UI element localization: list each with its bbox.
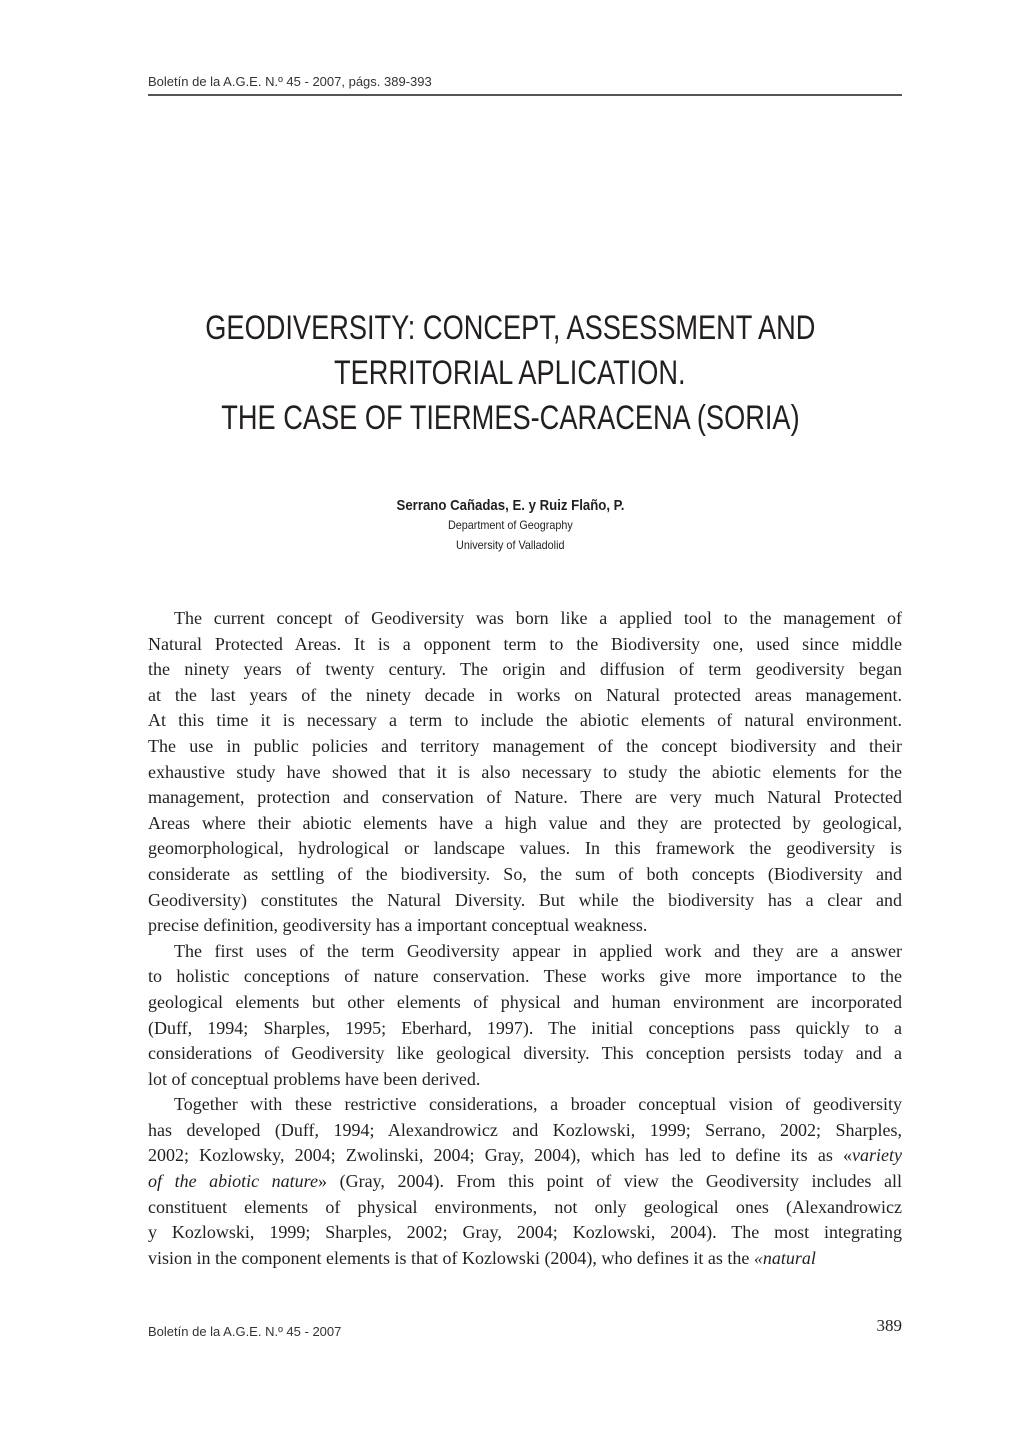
running-head: Boletín de la A.G.E. N.º 45 - 2007, págs. 389-393 xyxy=(148,74,432,89)
paragraph-line xyxy=(148,836,902,862)
article-title xyxy=(0,306,1020,441)
title-line: THE CASE OF TIERMES-CARACENA (SORIA) xyxy=(220,399,800,437)
text-run: has developed (Duff, 1994; Alexandrowicz and Kozlowski, 1999; Serrano, 2002; Sharples, xyxy=(148,1119,902,1140)
paragraph-line xyxy=(148,1246,902,1272)
text-run: y Kozlowski, 1999; Sharples, 2002; Gray, 2004; Kozlowski, 2004). The most integrating xyxy=(148,1222,902,1243)
italic-text: variety xyxy=(852,1145,902,1166)
text-run: geological elements but other elements of physical and human environment are incorporated xyxy=(148,991,902,1012)
paragraph-line xyxy=(148,785,902,811)
text-run: exhaustive study have showed that it is also necessary to study the abiotic elements for the xyxy=(148,761,902,782)
paragraph-line xyxy=(148,1016,902,1042)
italic-text: of the abiotic nature xyxy=(148,1171,319,1192)
paragraph-line xyxy=(148,734,902,760)
text-run: The current concept of Geodiversity was born like a applied tool to the management of xyxy=(174,608,902,628)
text-run: (Duff, 1994; Sharples, 1995; Eberhard, 1997). The initial conceptions pass quickly to a xyxy=(148,1017,902,1038)
text-run: » (Gray, 2004). From this point of view the Geodiversity includes all xyxy=(318,1171,902,1192)
university xyxy=(0,538,1020,552)
paragraph-line xyxy=(148,683,902,709)
authors xyxy=(0,497,1020,514)
paragraph-line xyxy=(148,1169,902,1195)
text-run: to holistic conceptions of nature conservation. These works give more importance to the xyxy=(148,966,902,987)
text-run: The use in public policies and territory management of the concept biodiversity and their xyxy=(148,735,902,756)
paragraph-line xyxy=(148,708,902,734)
text-run: at the last years of the ninety decade in works on Natural protected areas management. xyxy=(148,684,902,705)
paragraph-line xyxy=(148,657,902,683)
authors-text: Serrano Cañadas, E. y Ruiz Flaño, P. xyxy=(396,497,624,514)
text-run: management, protection and conservation of Nature. There are very much Natural Protected xyxy=(148,787,902,808)
department xyxy=(0,518,1020,532)
paragraph-line xyxy=(148,1067,902,1093)
paragraph-line xyxy=(148,913,902,939)
title-line: GEODIVERSITY: CONCEPT, ASSESSMENT AND xyxy=(204,309,816,347)
paragraph-line xyxy=(148,1041,902,1067)
university-text: University of Valladolid xyxy=(455,538,565,552)
page-number: 389 xyxy=(876,1316,902,1335)
paragraph-line xyxy=(148,964,902,990)
text-run: At this time it is necessary a term to include the abiotic elements of natural environment. xyxy=(148,710,902,731)
text-run: Geodiversity) constitutes the Natural Diversity. But while the biodiversity has a clear and xyxy=(148,889,902,910)
paragraph-line xyxy=(148,606,902,632)
text-run: the ninety years of twenty century. The origin and diffusion of term geodiversity began xyxy=(148,659,902,680)
text-run: Areas where their abiotic elements have a high value and they are protected by geological, xyxy=(148,812,902,833)
paragraph-line xyxy=(148,632,902,658)
text-run: lot of conceptual problems have been derived. xyxy=(148,1068,481,1089)
text-run: geomorphological, hydrological or landscape values. In this framework the geodiversity is xyxy=(148,838,902,859)
department-text: Department of Geography xyxy=(447,518,573,532)
paragraph-line xyxy=(148,862,902,888)
header-rule xyxy=(148,94,902,96)
abstract-body xyxy=(148,606,902,1271)
paragraph-line xyxy=(148,1092,902,1118)
paragraph-line xyxy=(148,811,902,837)
text-run: considerations of Geodiversity like geological diversity. This conception persists today and a xyxy=(148,1043,902,1064)
text-run: constituent elements of physical environments, not only geological ones (Alexandrowicz xyxy=(148,1196,902,1217)
paragraph-line xyxy=(148,1143,902,1169)
paragraph-line xyxy=(148,1118,902,1144)
text-run: vision in the component elements is that of Kozlowski (2004), who defines it as the xyxy=(148,1247,754,1268)
paragraph-line xyxy=(148,990,902,1016)
paragraph-line xyxy=(148,760,902,786)
title-line: TERRITORIAL APLICATION. xyxy=(334,354,686,392)
text-run: Natural Protected Areas. It is a opponent term to the Biodiversity one, used since middle xyxy=(148,633,902,654)
paragraph-line xyxy=(148,939,902,965)
text-run: considerate as settling of the biodiversity. So, the sum of both concepts (Biodiversity and xyxy=(148,863,902,884)
text-run: Together with these restrictive considerations, a broader conceptual vision of geodiversity xyxy=(174,1094,902,1115)
paragraph-line xyxy=(148,888,902,914)
footer-journal: Boletín de la A.G.E. N.º 45 - 2007 xyxy=(148,1324,342,1339)
text-run: 2002; Kozlowsky, 2004; Zwolinski, 2004; Gray, 2004), which has led to define its as « xyxy=(148,1145,853,1166)
paragraph-line xyxy=(148,1195,902,1221)
text-run: precise definition, geodiversity has a important conceptual weakness. xyxy=(148,915,648,936)
italic-text: «natural xyxy=(753,1247,816,1268)
text-run: The first uses of the term Geodiversity appear in applied work and they are a answer xyxy=(174,940,902,961)
paragraph-line xyxy=(148,1220,902,1246)
